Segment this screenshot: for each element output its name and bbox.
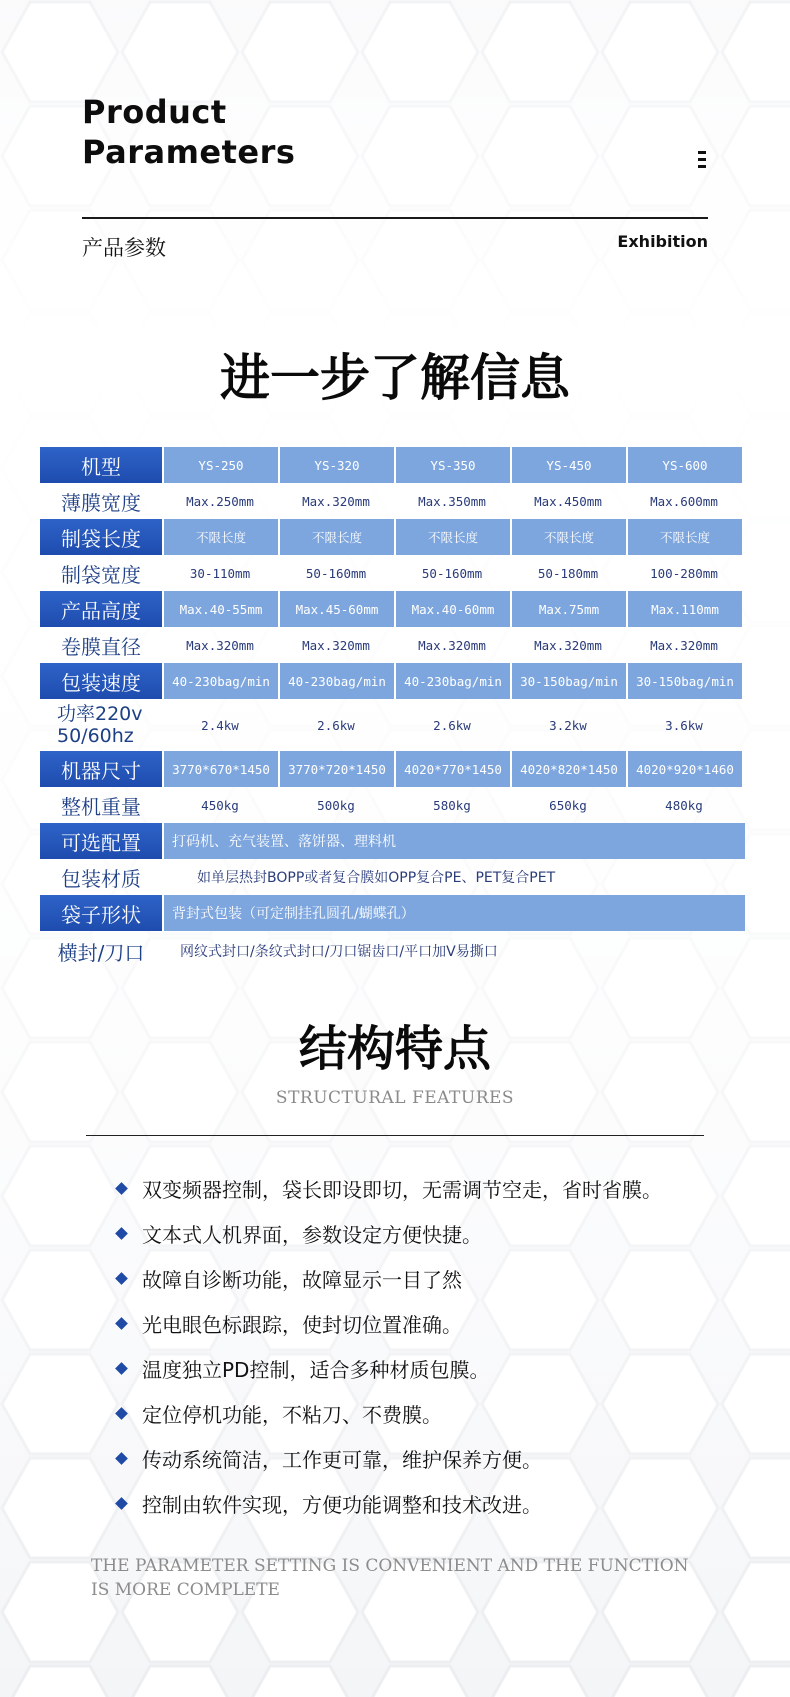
table-cell: 50-160mm — [421, 565, 483, 581]
list-item — [110, 1391, 770, 1436]
list-item — [110, 1166, 770, 1211]
menu-icon[interactable] — [698, 151, 706, 168]
row-label: 制袋长度 — [40, 519, 162, 555]
table-cell: Max.320mm — [302, 493, 370, 509]
table-cell: Max.110mm — [626, 591, 742, 627]
table-cell: 580kg — [433, 797, 471, 813]
table-cell: 3770*720*1450 — [278, 751, 394, 787]
diamond-bullet-icon — [115, 1317, 128, 1330]
table-cell: 500kg — [317, 797, 355, 813]
table-cell: YS-250 — [162, 447, 278, 483]
table-row — [40, 823, 748, 859]
table-wide-cell: 网纹式封口/条纹式封口/刀口锯齿口/平口加V易撕口 — [180, 944, 498, 960]
feature-text: 定位停机功能，不粘刀、不费膜。 — [142, 1403, 442, 1427]
table-cell: Max.600mm — [650, 493, 718, 509]
title-line-2: Parameters — [82, 133, 296, 171]
table-cell: YS-600 — [626, 447, 742, 483]
table-cell: 480kg — [665, 797, 703, 813]
feature-text: 光电眼色标跟踪，使封切位置准确。 — [142, 1313, 462, 1337]
features-divider — [86, 1135, 704, 1136]
table-cell: 不限长度 — [162, 519, 278, 555]
table-cell: 40-230bag/min — [394, 663, 510, 699]
diamond-bullet-icon — [115, 1407, 128, 1420]
feature-text: 双变频器控制，袋长即设即切，无需调节空走，省时省膜。 — [142, 1178, 662, 1202]
table-cell: 50-180mm — [537, 565, 599, 581]
table-cell: Max.40-60mm — [394, 591, 510, 627]
table-row — [40, 483, 748, 519]
table-row — [40, 895, 748, 931]
row-label: 可选配置 — [40, 823, 162, 859]
row-label: 制袋宽度 — [61, 562, 141, 587]
table-row — [40, 663, 748, 699]
table-cell: Max.45-60mm — [278, 591, 394, 627]
title-line-1: Product — [82, 93, 227, 131]
table-cell: Max.40-55mm — [162, 591, 278, 627]
list-item — [110, 1481, 770, 1526]
table-cell: YS-450 — [510, 447, 626, 483]
table-cell: Max.320mm — [534, 637, 602, 653]
table-cell: Max.75mm — [510, 591, 626, 627]
table-cell: 2.6kw — [433, 717, 471, 733]
product-parameters-cn: 产品参数 — [82, 236, 166, 260]
footer-line-2: IS MORE COMPLETE — [91, 1580, 280, 1600]
table-row — [40, 519, 748, 555]
table-cell: 40-230bag/min — [278, 663, 394, 699]
table-cell: Max.450mm — [534, 493, 602, 509]
list-item — [110, 1346, 770, 1391]
feature-list — [110, 1166, 770, 1526]
table-row — [40, 699, 748, 751]
table-cell: 100-280mm — [650, 565, 718, 581]
table-cell: 3.2kw — [549, 717, 587, 733]
list-item — [110, 1211, 770, 1256]
table-wide-cell: 如单层热封BOPP或者复合膜如OPP复合PE、PET复合PET — [197, 870, 556, 886]
table-cell: 不限长度 — [394, 519, 510, 555]
row-label: 袋子形状 — [40, 895, 162, 931]
parameter-table — [40, 447, 748, 971]
table-row — [40, 447, 748, 483]
table-cell: 4020*770*1450 — [394, 751, 510, 787]
table-cell: Max.250mm — [186, 493, 254, 509]
table-cell: 不限长度 — [626, 519, 742, 555]
section-title-info: 进一步了解信息 — [220, 349, 570, 407]
table-row — [40, 931, 748, 971]
diamond-bullet-icon — [115, 1362, 128, 1375]
row-label: 整机重量 — [61, 794, 141, 819]
table-cell: 4020*820*1450 — [510, 751, 626, 787]
footer-line-1: THE PARAMETER SETTING IS CONVENIENT AND THE FUNCTION — [91, 1556, 689, 1576]
table-cell: Max.350mm — [418, 493, 486, 509]
table-cell: 30-150bag/min — [626, 663, 742, 699]
footer-tagline — [91, 1554, 731, 1602]
table-cell: YS-320 — [278, 447, 394, 483]
diamond-bullet-icon — [115, 1452, 128, 1465]
list-item — [110, 1256, 770, 1301]
table-cell: 2.4kw — [201, 717, 239, 733]
exhibition-label: Exhibition — [617, 232, 708, 251]
table-row — [40, 555, 748, 591]
diamond-bullet-icon — [115, 1497, 128, 1510]
table-cell: 不限长度 — [278, 519, 394, 555]
row-label: 横封/刀口 — [57, 940, 145, 965]
table-row — [40, 751, 748, 787]
table-cell: YS-350 — [394, 447, 510, 483]
diamond-bullet-icon — [115, 1227, 128, 1240]
table-cell: Max.320mm — [302, 637, 370, 653]
feature-text: 控制由软件实现，方便功能调整和技术改进。 — [142, 1493, 542, 1517]
product-parameters-title — [82, 92, 295, 172]
table-wide-cell: 打码机、充气装置、落饼器、理料机 — [164, 823, 745, 859]
table-cell: 3770*670*1450 — [162, 751, 278, 787]
table-row — [40, 627, 748, 663]
table-cell: Max.320mm — [650, 637, 718, 653]
table-cell: 2.6kw — [317, 717, 355, 733]
row-label: 机器尺寸 — [40, 751, 162, 787]
table-wide-cell: 背封式包装（可定制挂孔圆孔/蝴蝶孔） — [164, 895, 745, 931]
table-cell: 650kg — [549, 797, 587, 813]
section-title-features: 结构特点 — [298, 1021, 491, 1077]
row-label: 机型 — [40, 447, 162, 483]
table-cell: 不限长度 — [510, 519, 626, 555]
feature-text: 温度独立PD控制，适合多种材质包膜。 — [142, 1358, 490, 1382]
table-row — [40, 787, 748, 823]
feature-text: 故障自诊断功能，故障显示一目了然 — [142, 1268, 462, 1292]
table-cell: 3.6kw — [665, 717, 703, 733]
header-divider — [82, 217, 708, 219]
table-cell: 450kg — [201, 797, 239, 813]
table-cell: Max.320mm — [418, 637, 486, 653]
row-label: 包装速度 — [40, 663, 162, 699]
feature-text: 文本式人机界面，参数设定方便快捷。 — [142, 1223, 482, 1247]
list-item — [110, 1301, 770, 1346]
feature-text: 传动系统简洁，工作更可靠，维护保养方便。 — [142, 1448, 542, 1472]
row-label: 功率220v 50/60hz — [57, 703, 143, 747]
table-cell: 4020*920*1460 — [626, 751, 742, 787]
table-cell: 40-230bag/min — [162, 663, 278, 699]
row-label: 卷膜直径 — [61, 634, 141, 659]
section-subtitle-features: STRUCTURAL FEATURES — [275, 1088, 515, 1108]
row-label: 薄膜宽度 — [61, 490, 141, 515]
row-label: 产品高度 — [40, 591, 162, 627]
table-cell: Max.320mm — [186, 637, 254, 653]
diamond-bullet-icon — [115, 1182, 128, 1195]
diamond-bullet-icon — [115, 1272, 128, 1285]
table-row — [40, 859, 748, 895]
table-cell: 30-110mm — [189, 565, 251, 581]
table-cell: 30-150bag/min — [510, 663, 626, 699]
row-label: 包装材质 — [61, 866, 141, 891]
table-row — [40, 591, 748, 627]
list-item — [110, 1436, 770, 1481]
table-cell: 50-160mm — [305, 565, 367, 581]
